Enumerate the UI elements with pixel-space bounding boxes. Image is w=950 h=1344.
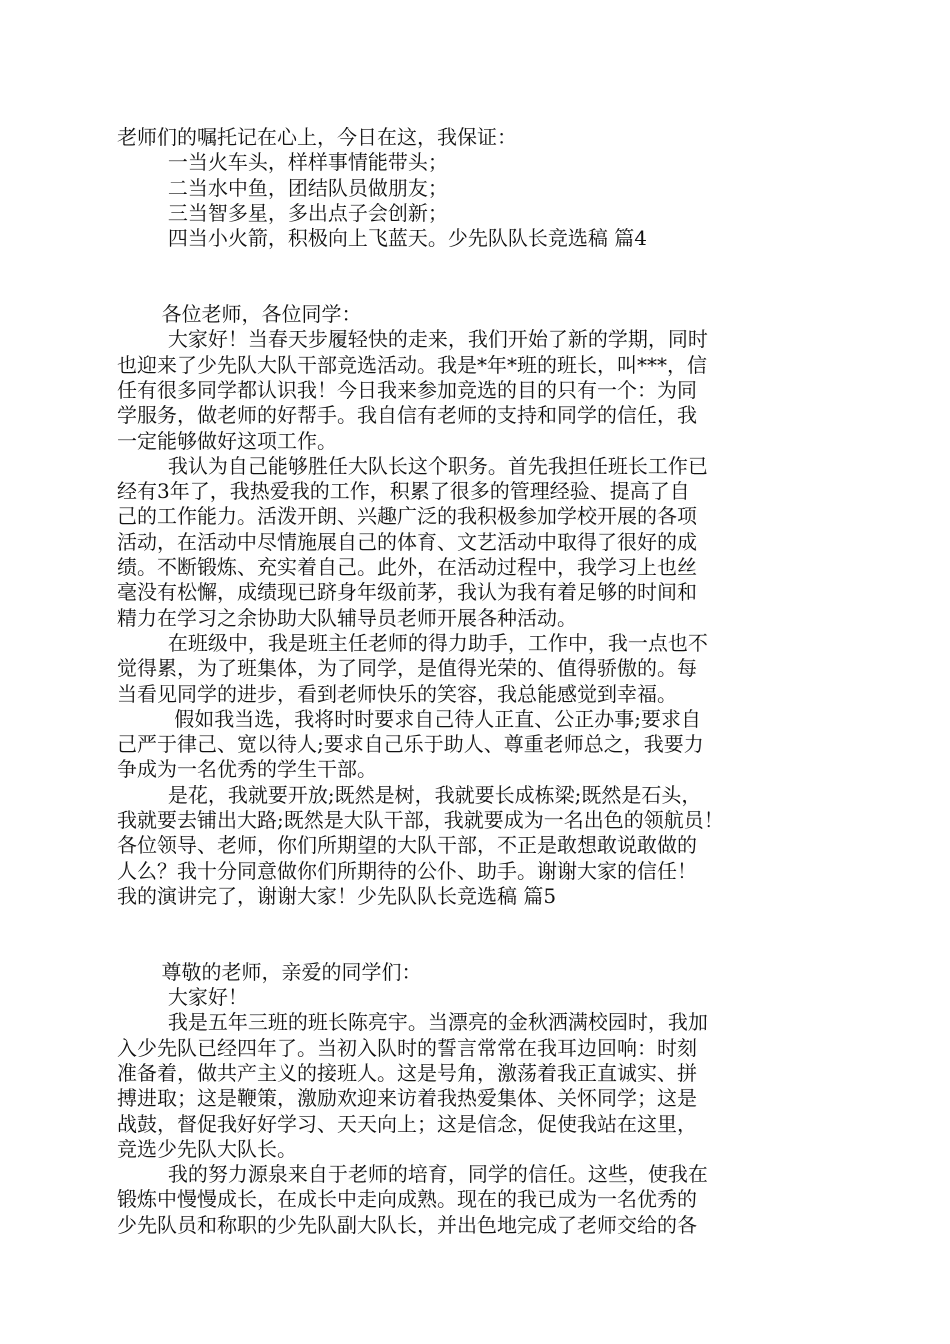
text-line: 假如我当选，我将时时要求自己待人正直、公正办事;要求自	[117, 706, 701, 731]
text-line: 绩。不断锻炼、充实着自己。此外，在活动过程中，我学习上也丝	[117, 555, 697, 580]
text-line: 我的演讲完了，谢谢大家！少先队队长竞选稿 篇5	[117, 883, 557, 908]
text-line: 人么？我十分同意做你们所期待的公仆、助手。谢谢大家的信任！	[117, 858, 697, 883]
text-line: 战鼓，督促我好好学习、天天向上；这是信念，促使我站在这里，	[117, 1111, 697, 1136]
text-line: 在班级中，我是班主任老师的得力助手，工作中，我一点也不	[117, 630, 708, 655]
text-line: 三当智多星，多出点子会创新；	[117, 200, 448, 225]
blank-line	[117, 251, 817, 276]
text-line: 也迎来了少先队大队干部竞选活动。我是*年*班的班长，叫***，信	[117, 352, 707, 377]
blank-line	[117, 935, 817, 960]
text-line: 二当水中鱼，团结队员做朋友；	[117, 175, 448, 200]
text-line: 大家好！	[117, 985, 248, 1010]
text-line: 经有3年了，我热爱我的工作，积累了很多的管理经验、提高了自	[117, 479, 690, 504]
text-line: 四当小火箭，积极向上飞蓝天。少先队队长竞选稿 篇4	[117, 226, 647, 251]
text-line: 我是五年三班的班长陈亮宇。当漂亮的金秋洒满校园时，我加	[117, 1010, 708, 1035]
text-line: 当看见同学的进步，看到老师快乐的笑容，我总能感觉到幸福。	[117, 681, 677, 706]
text-line: 一定能够做好这项工作。	[117, 428, 337, 453]
text-line: 各位领导、老师，你们所期望的大队干部，不正是敢想敢说敢做的	[117, 833, 697, 858]
document-body	[117, 125, 817, 1238]
text-line: 少先队员和称职的少先队副大队长，并出色地完成了老师交给的各	[117, 1212, 697, 1237]
text-line: 老师们的嘱托记在心上，今日在这，我保证：	[117, 125, 517, 149]
text-line: 我认为自己能够胜任大队长这个职务。首先我担任班长工作已	[117, 453, 708, 478]
text-line: 觉得累，为了班集体，为了同学，是值得光荣的、值得骄傲的。每	[117, 656, 697, 681]
text-line: 搏进取；这是鞭策，激励欢迎来访着我热爱集体、关怀同学；这是	[117, 1086, 697, 1111]
text-line: 是花，我就要开放;既然是树，我就要长成栋梁;既然是石头，	[117, 782, 702, 807]
text-line: 一当火车头，样样事情能带头；	[117, 150, 448, 175]
text-line: 竞选少先队大队长。	[117, 1136, 297, 1161]
blank-line	[117, 909, 817, 934]
text-line: 任有很多同学都认识我！今日我来参加竞选的目的只有一个：为同	[117, 377, 697, 402]
text-line: 己的工作能力。活泼开朗、兴趣广泛的我积极参加学校开展的各项	[117, 504, 697, 529]
text-line: 争成为一名优秀的学生干部。	[117, 757, 377, 782]
text-line: 毫没有松懈，成绩现已跻身年级前茅，我认为我有着足够的时间和	[117, 580, 697, 605]
text-line: 活动，在活动中尽情施展自己的体育、文艺活动中取得了很好的成	[117, 529, 697, 554]
text-line: 大家好！当春天步履轻快的走来，我们开始了新的学期，同时	[117, 327, 708, 352]
text-line: 学服务，做老师的好帮手。我自信有老师的支持和同学的信任，我	[117, 403, 697, 428]
text-line: 精力在学习之余协助大队辅导员老师开展各种活动。	[117, 605, 577, 630]
text-line: 我就要去铺出大路;既然是大队干部，我就要成为一名出色的领航员！	[117, 808, 724, 833]
text-line: 准备着，做共产主义的接班人。这是号角，激荡着我正直诚实、拼	[117, 1060, 697, 1085]
text-line: 锻炼中慢慢成长，在成长中走向成熟。现在的我已成为一名优秀的	[117, 1187, 697, 1212]
text-line: 尊敬的老师，亲爱的同学们：	[117, 959, 422, 984]
text-line: 己严于律己、宽以待人;要求自己乐于助人、尊重老师总之，我要力	[117, 732, 704, 757]
text-line: 入少先队已经四年了。当初入队时的誓言常常在我耳边回响：时刻	[117, 1035, 697, 1060]
blank-line	[117, 277, 817, 302]
text-line: 我的努力源泉来自于老师的培育，同学的信任。这些，使我在	[117, 1162, 708, 1187]
text-line: 各位老师，各位同学：	[117, 302, 362, 327]
